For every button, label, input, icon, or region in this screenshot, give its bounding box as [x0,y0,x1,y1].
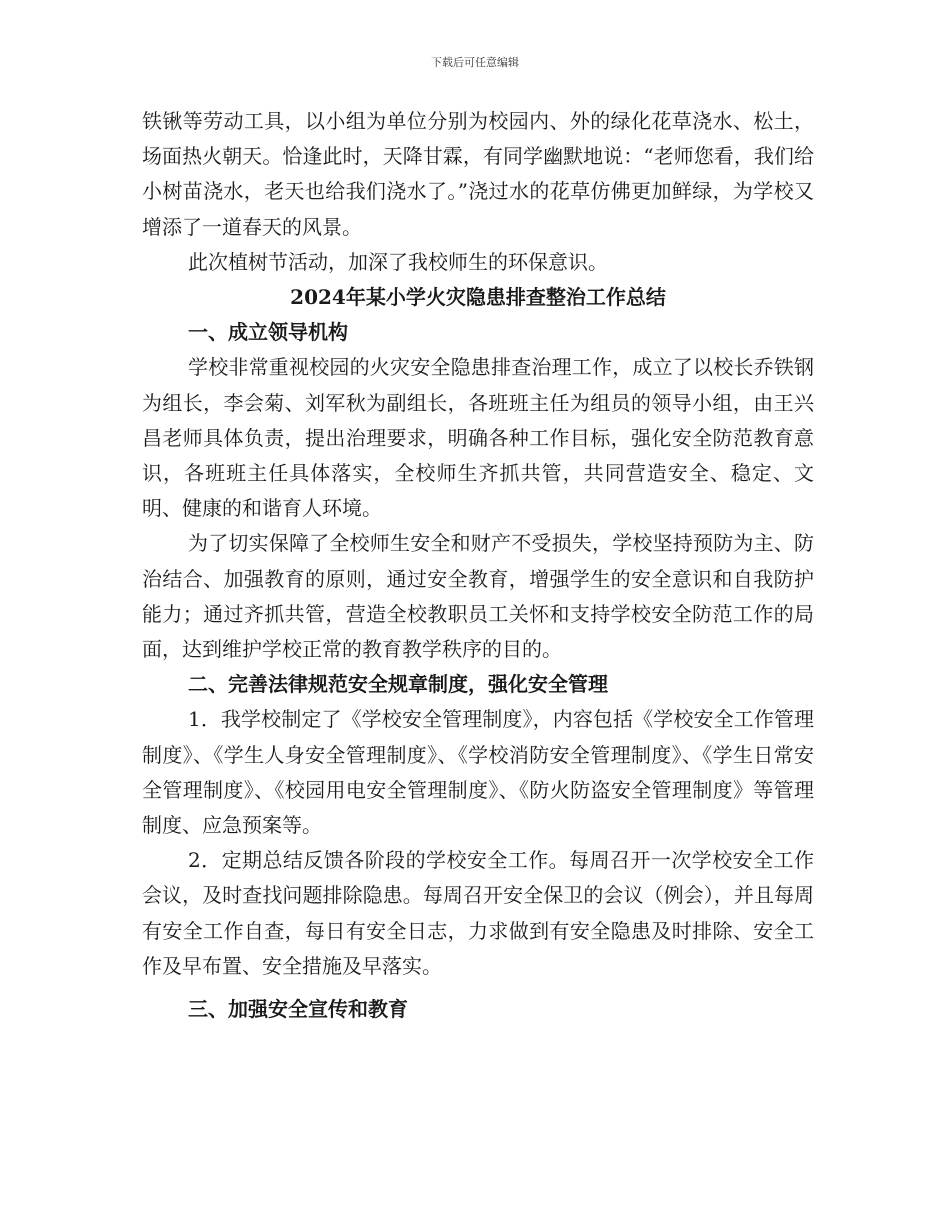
section2-item-1: 1．我学校制定了《学校安全管理制度》，内容包括《学校安全工作管理制度》、《学生人身安全管理制度》、《学校消防安全管理制度》、《学生日常安全管理制度》、《校园用电安全管理制度》、《防火防盗安全管理制度》等管理制度、应急预案等。 [142,707,814,838]
document-body [142,104,814,1027]
header-watermark: 下载后可任意编辑 [431,56,519,69]
section-heading-3: 三、加强安全宣传和教育 [188,997,408,1022]
section1-paragraph-2: 为了切实保障了全校师生安全和财产不受损失，学校坚持预防为主、防治结合、加强教育的原则，通过安全教育，增强学生的安全意识和自我防护能力；通过齐抓共管，营造全校教职员工关怀和支持学校安全防范工作的局面，达到维护学校正常的教育教学秩序的目的。 [142,531,814,662]
section-heading-1: 一、成立领导机构 [188,320,348,345]
section2-item-2: 2．定期总结反馈各阶段的学校安全工作。每周召开一次学校安全工作会议，及时查找问题排除隐患。每周召开安全保卫的会议（例会），并且每周有安全工作自查，每日有安全日志，力求做到有安全隐患及时排除、安全工作及早布置、安全措施及早落实。 [142,848,814,978]
document-title: 2024年某小学火灾隐患排查整治工作总结 [290,285,666,310]
paragraph-conclusion: 此次植树节活动，加深了我校师生的环保意识。 [188,249,608,274]
paragraph-continuation: 铁锹等劳动工具，以小组为单位分别为校园内、外的绿化花草浇水、松土，场面热火朝天。恰逢此时，天降甘霖，有同学幽默地说：“老师您看，我们给小树苗浇水，老天也给我们浇水了。”浇过水的花草仿佛更加鲜绿，为学校又增添了一道春天的风景。 [142,109,814,239]
section-heading-2: 二、完善法律规范安全规章制度，强化安全管理 [188,672,608,697]
section1-paragraph-1: 学校非常重视校园的火灾安全隐患排查治理工作，成立了以校长乔铁钢为组长，李会菊、刘军秋为副组长，各班班主任为组员的领导小组，由王兴昌老师具体负责，提出治理要求，明确各种工作目标，强化安全防范教育意识，各班班主任具体落实，全校师生齐抓共管，共同营造安全、稳定、文明、健康的和谐育人环境。 [142,355,814,521]
